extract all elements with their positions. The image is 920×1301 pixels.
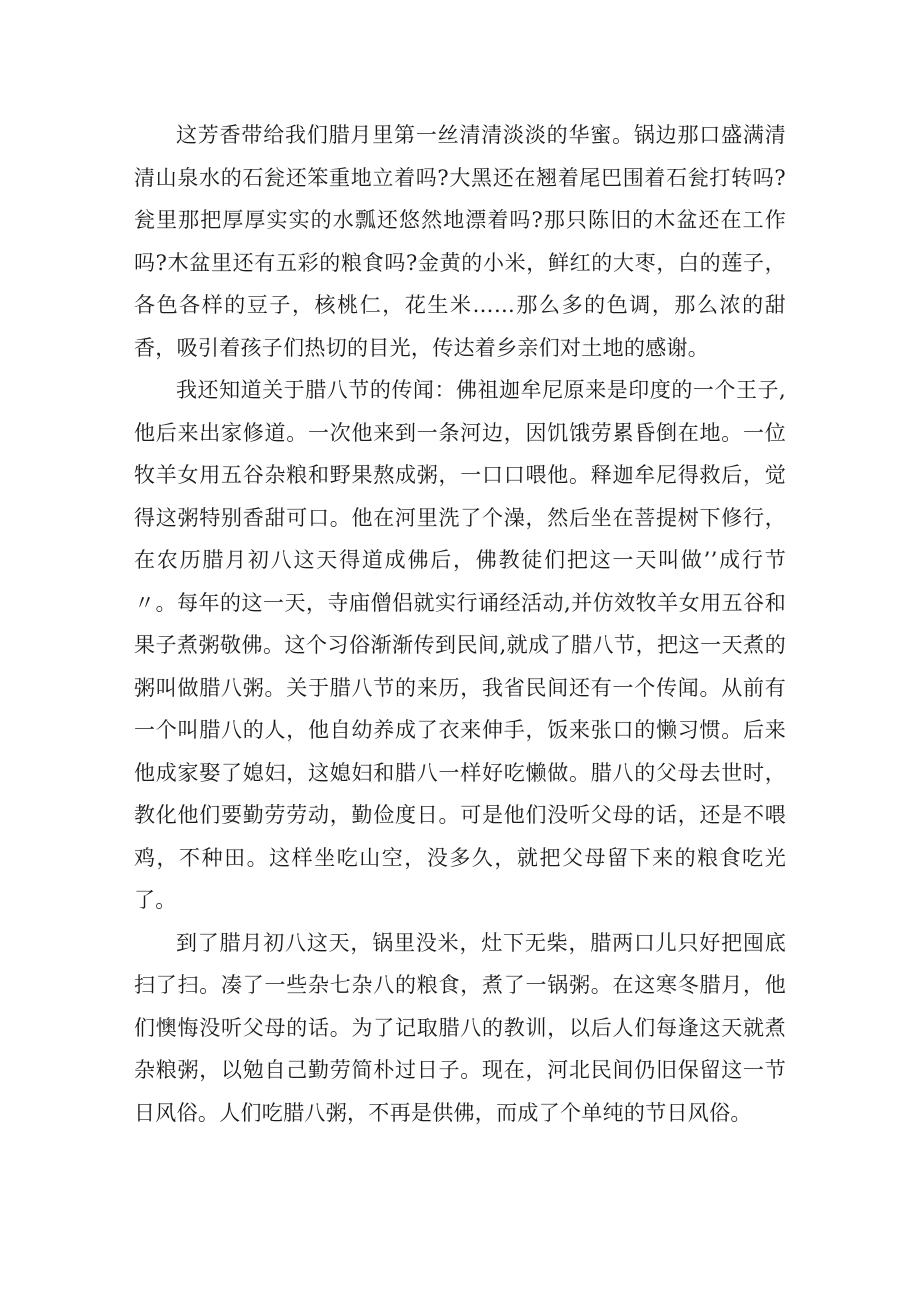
paragraph-3: 到了腊月初八这天，锅里没米，灶下无柴，腊两口儿只好把囤底扫了扫。凑了一些杂七杂八的粮食，煮了一锅粥。在这寒冬腊月，他们懊悔没听父母的话。为了记取腊八的教训，以后人们每逢这天就煮杂粮粥，以勉自己勤劳简朴过日子。现在，河北民间仍旧保留这一节日风俗。人们吃腊八粥，不再是供佛，而成了个单纯的节日风俗。 [134, 930, 786, 1125]
paragraph-2: 我还知道关于腊八节的传闻：佛祖迦牟尼原来是印度的一个王子,他后来出家修道。一次他来到一条河边，因饥饿劳累昏倒在地。一位牧羊女用五谷杂粮和野果熬成粥，一口口喂他。释迦牟尼得救后，觉得这粥特别香甜可口。他在河里洗了个澡，然后坐在菩提树下修行，在农历腊月初八这天得道成佛后，佛教徒们把这一天叫做’’成行节〃。每年的这一天，寺庙僧侣就实行诵经活动,并仿效牧羊女用五谷和果子煮粥敬佛。这个习俗渐渐传到民间,就成了腊八节，把这一天煮的粥叫做腊八粥。关于腊八节的来历，我省民间还有一个传闻。从前有一个叫腊八的人，他自幼养成了衣来伸手，饭来张口的懒习惯。后来他成家娶了媳妇，这媳妇和腊八一样好吃懒做。腊八的父母去世时，教化他们要勤劳劳动，勤俭度日。可是他们没听父母的话，还是不喂鸡，不种田。这样坐吃山空，没多久，就把父母留下来的粮食吃光了。 [134, 378, 786, 912]
document-body [134, 114, 786, 1134]
paragraph-1: 这芳香带给我们腊月里第一丝清清淡淡的华蜜。锅边那口盛满清清山泉水的石瓮还笨重地立着吗?大黑还在翘着尾巴围着石瓮打转吗?瓮里那把厚厚实实的水瓢还悠然地漂着吗?那只陈旧的木盆还在工作吗?木盆里还有五彩的粮食吗?金黄的小米，鲜红的大枣，白的莲子，各色各样的豆子，核桃仁，花生米……那么多的色调，那么浓的甜香，吸引着孩子们热切的目光，传达着乡亲们对土地的感谢。 [134, 123, 786, 360]
